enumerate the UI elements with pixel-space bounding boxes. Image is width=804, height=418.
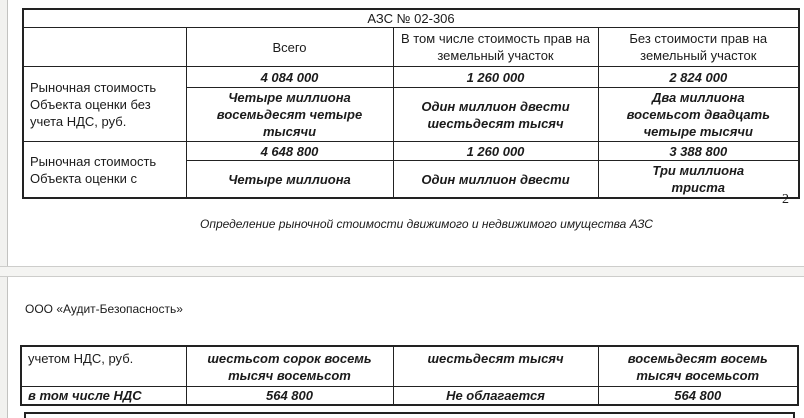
page-number: 2 <box>782 192 789 207</box>
row-label-incl-vat: в том числе НДС <box>21 386 186 405</box>
col-header-incl-land-rights: В том числе стоимость прав на земельный участок <box>393 28 598 67</box>
words-excl-land-with-vat: Три миллиона триста <box>598 161 799 199</box>
value-vat-excl-land: 564 800 <box>598 386 798 405</box>
page-break-gap <box>0 266 804 277</box>
table-row-incl-vat <box>21 386 798 405</box>
words-total-with-vat-cont: шестьсот сорок восемь тысяч восемьсот <box>186 346 393 386</box>
words-excl-land-no-vat: Два миллиона восемьсот двадцать четыре тысячи <box>598 88 799 142</box>
value-land-no-vat: 1 260 000 <box>393 67 598 88</box>
value-excl-land-no-vat: 2 824 000 <box>598 67 799 88</box>
next-table-partial <box>24 412 795 418</box>
report-footer-caption: Определение рыночной стоимости движимого и недвижимого имущества АЗС <box>200 217 653 231</box>
col-header-total: Всего <box>186 28 393 67</box>
words-total-with-vat: Четыре миллиона <box>186 161 393 199</box>
table-row-no-vat-numbers <box>23 67 799 88</box>
table-title-row <box>23 9 799 28</box>
table-row-with-vat-words-cont <box>21 346 798 386</box>
words-land-with-vat-cont: шестьдесят тысяч <box>393 346 598 386</box>
col-header-empty <box>23 28 186 67</box>
row-label-market-value-with-vat: Рыночная стоимость Объекта оценки с <box>23 142 186 199</box>
column-header-row <box>23 28 799 67</box>
value-total-no-vat: 4 084 000 <box>186 67 393 88</box>
words-excl-land-with-vat-cont: восемьдесят восемь тысяч восемьсот <box>598 346 798 386</box>
words-land-no-vat: Один миллион двести шестьдесят тысяч <box>393 88 598 142</box>
value-total-with-vat: 4 648 800 <box>186 142 393 161</box>
viewer-left-edge <box>0 0 8 418</box>
value-vat-land: Не облагается <box>393 386 598 405</box>
valuation-table-continuation <box>20 345 799 406</box>
words-total-no-vat: Четыре миллиона восемьдесят четыре тысячи <box>186 88 393 142</box>
col-header-excl-land-rights: Без стоимости прав на земельный участок <box>598 28 799 67</box>
row-label-market-value-no-vat: Рыночная стоимость Объекта оценки без учета НДС, руб. <box>23 67 186 142</box>
value-excl-land-with-vat: 3 388 800 <box>598 142 799 161</box>
row-label-with-vat-continuation: учетом НДС, руб. <box>21 346 186 386</box>
table-title: АЗС № 02-306 <box>23 9 799 28</box>
value-land-with-vat: 1 260 000 <box>393 142 598 161</box>
words-land-with-vat: Один миллион двести <box>393 161 598 199</box>
value-vat-total: 564 800 <box>186 386 393 405</box>
company-header: ООО «Аудит-Безопасность» <box>25 302 183 316</box>
table-row-with-vat-numbers <box>23 142 799 161</box>
valuation-table-azs <box>22 8 800 199</box>
